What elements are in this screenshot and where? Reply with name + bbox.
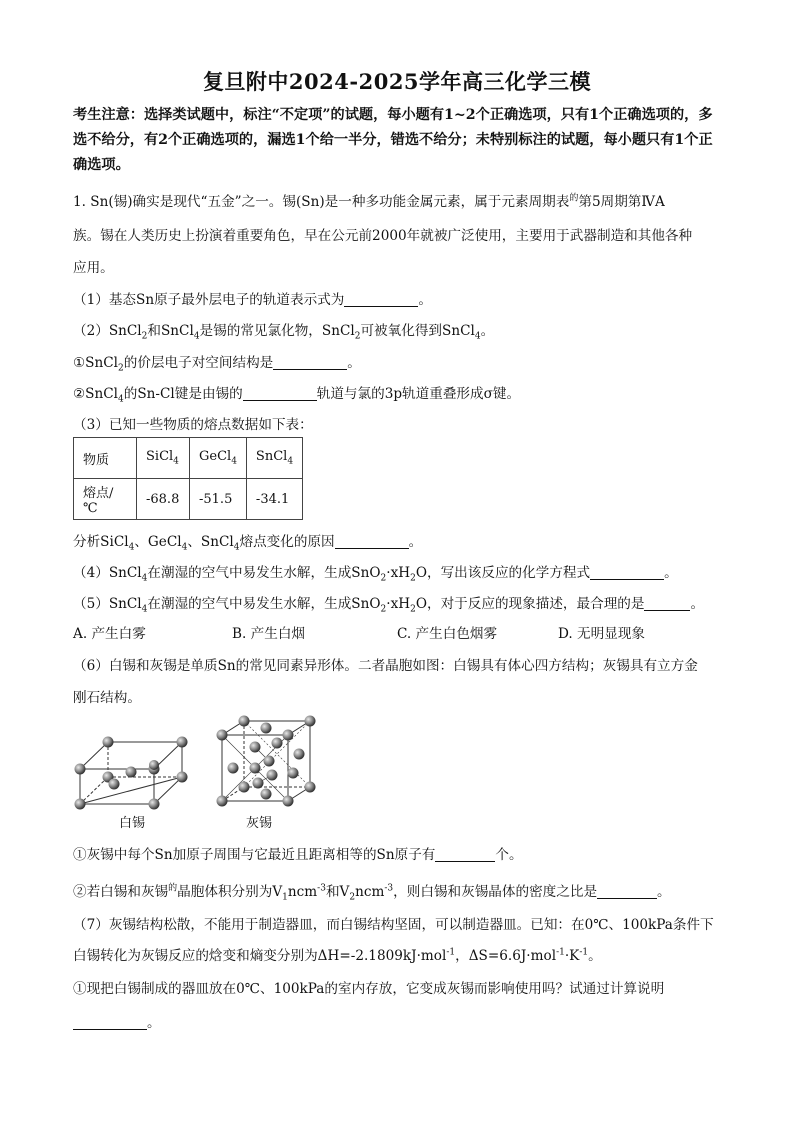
table-cell: 熔点/℃ bbox=[74, 479, 137, 520]
q1-part-4: （4）SnCl$_4$在潮湿的空气中易发生水解，生成$SnO_2\cdot xH_2O$，写出该反应的化学方程式 。 bbox=[73, 565, 678, 584]
table-row bbox=[74, 479, 303, 520]
answer-blank[interactable] bbox=[435, 847, 495, 862]
table-row bbox=[74, 438, 303, 479]
table-cell: -68.8 bbox=[137, 479, 190, 520]
answer-blank[interactable] bbox=[273, 355, 347, 370]
answer-blank[interactable] bbox=[73, 1015, 147, 1030]
q1-part-5: （5）SnCl$_4$在潮湿的空气中易发生水解，生成$SnO_2\cdot xH_2O$，对于反应的现象描述，最合理的是 。 bbox=[73, 596, 705, 615]
q1-part-7-sub-1: ①现把白锡制成的器皿放在0℃、100kPa的室内存放，它变成灰锡而影响使用吗？试通过计算说明 bbox=[73, 981, 665, 997]
gray-tin-unit-cell bbox=[214, 713, 320, 813]
q1-part-6-line-1: （6）白锡和灰锡是单质Sn的常见同素异形体。二者晶胞如图：白锡具有体心四方结构；灰锡具有立方金 bbox=[73, 658, 698, 674]
answer-blank[interactable] bbox=[243, 386, 317, 401]
answer-blank[interactable] bbox=[344, 292, 418, 307]
q1-part-7-sub-1-answer: 。 bbox=[73, 1011, 161, 1031]
atom bbox=[261, 789, 272, 800]
atom bbox=[126, 767, 137, 778]
atom bbox=[103, 737, 114, 748]
atom bbox=[267, 770, 278, 781]
choice-a[interactable]: A. 产生白雾 bbox=[73, 626, 146, 642]
atom bbox=[253, 778, 264, 789]
q1-part-2: （2）SnCl$_2$和SnCl$_4$是锡的常见氯化物，SnCl$_2$可被氧化得到SnCl$_4$。 bbox=[73, 323, 495, 342]
atom bbox=[250, 742, 261, 753]
q1-part-6-line-2: 刚石结构。 bbox=[73, 690, 141, 706]
q1-part-7-line-1: （7）灰锡结构松散，不能用于制造器皿，而白锡结构坚固，可以制造器皿。已知：在0℃、100kPa条件下 bbox=[73, 917, 714, 933]
white-tin-unit-cell bbox=[70, 734, 192, 814]
atom bbox=[177, 737, 188, 748]
atom bbox=[217, 796, 228, 807]
q1-part-7-line-2: 白锡转化为灰锡反应的焓变和熵变分别为ΔH=-2.1809kJ·mol$^{-1}$，$\Delta S=6.6J\cdot mol^{-1}\cdot K^{-1}$。 bbox=[73, 947, 602, 964]
q1-part-6-sub-2: ②若白锡和灰锡$^的$晶胞体积分别为$V_1ncm^{-3}$和$V_2ncm^{-3}$，则白锡和灰锡晶体的密度之比是 。 bbox=[73, 883, 671, 903]
q1-intro-line-1: 1. Sn(锡)确实是现代“五金”之一。锡(Sn)是一种多功能金属元素，属于元素周期表$^的$第5周期第ⅣA bbox=[73, 193, 665, 210]
atom bbox=[149, 799, 160, 810]
atom bbox=[75, 799, 86, 810]
atom bbox=[305, 782, 316, 793]
exam-notice: 考生注意：选择类试题中，标注“不定项”的试题，每小题有1~2个正确选项，只有1个正确选项的，多选不给分，有2个正确选项的，漏选1个给一半分，错选不给分；未特别标注的试题，每小题只有1个正确选项。 bbox=[73, 107, 713, 173]
table-header-cell: SnCl$_4$ bbox=[246, 438, 302, 479]
answer-blank[interactable] bbox=[590, 565, 664, 580]
atom bbox=[75, 764, 86, 775]
atom bbox=[228, 763, 239, 774]
atom bbox=[305, 716, 316, 727]
atom bbox=[283, 796, 294, 807]
table-cell: -34.1 bbox=[246, 479, 302, 520]
atom bbox=[264, 756, 275, 767]
white-tin-caption: 白锡 bbox=[119, 816, 146, 831]
atom bbox=[149, 760, 159, 770]
q1-intro-line-2: 族。锡在人类历史上扮演着重要角色，早在公元前2000年就被广泛使用，主要用于武器制造和其他各种 bbox=[73, 228, 693, 244]
atom bbox=[239, 716, 250, 727]
atom bbox=[109, 779, 120, 790]
choice-b[interactable]: B. 产生白烟 bbox=[232, 626, 306, 642]
atom bbox=[272, 738, 283, 749]
table-header-cell: SiCl$_4$ bbox=[137, 438, 190, 479]
q1-part-3: （3）已知一些物质的熔点数据如下表： bbox=[73, 417, 313, 433]
answer-blank[interactable] bbox=[335, 534, 409, 549]
choice-d[interactable]: D. 无明显现象 bbox=[558, 626, 646, 642]
melting-point-table bbox=[73, 437, 303, 520]
atom bbox=[250, 763, 261, 774]
answer-blank[interactable] bbox=[597, 884, 657, 899]
table-header-cell: 物质 bbox=[74, 438, 137, 479]
q1-intro-line-3: 应用。 bbox=[73, 260, 114, 276]
atom bbox=[239, 782, 250, 793]
q1-part-1: （1）基态Sn原子最外层电子的轨道表示式为 。 bbox=[73, 292, 432, 308]
q1-part-3-question: 分析SiCl$_4$、GeCl$_4$、SnCl$_4$熔点变化的原因 。 bbox=[73, 534, 423, 553]
page-title: 复旦附中2024-2025学年高三化学三模 bbox=[202, 69, 592, 94]
choice-c[interactable]: C. 产生白色烟雾 bbox=[397, 626, 498, 642]
atom bbox=[261, 723, 272, 734]
table-cell: -51.5 bbox=[190, 479, 247, 520]
atom bbox=[217, 730, 228, 741]
q1-part-2-sub-1: ①SnCl$_2$的价层电子对空间结构是 。 bbox=[73, 355, 361, 374]
atom bbox=[294, 749, 305, 760]
atom bbox=[283, 730, 294, 741]
answer-blank[interactable] bbox=[644, 596, 690, 611]
gray-tin-caption: 灰锡 bbox=[246, 816, 273, 831]
q1-part-6-sub-1: ①灰锡中每个Sn加原子周围与它最近且距离相等的Sn原子有 个。 bbox=[73, 847, 523, 863]
atom bbox=[288, 768, 299, 779]
q1-part-2-sub-2: ②SnCl$_4$的Sn-Cl键是由锡的 轨道与氯的3p轨道重叠形成σ键。 bbox=[73, 386, 521, 405]
atom bbox=[177, 772, 188, 783]
table-header-cell: GeCl$_4$ bbox=[190, 438, 247, 479]
